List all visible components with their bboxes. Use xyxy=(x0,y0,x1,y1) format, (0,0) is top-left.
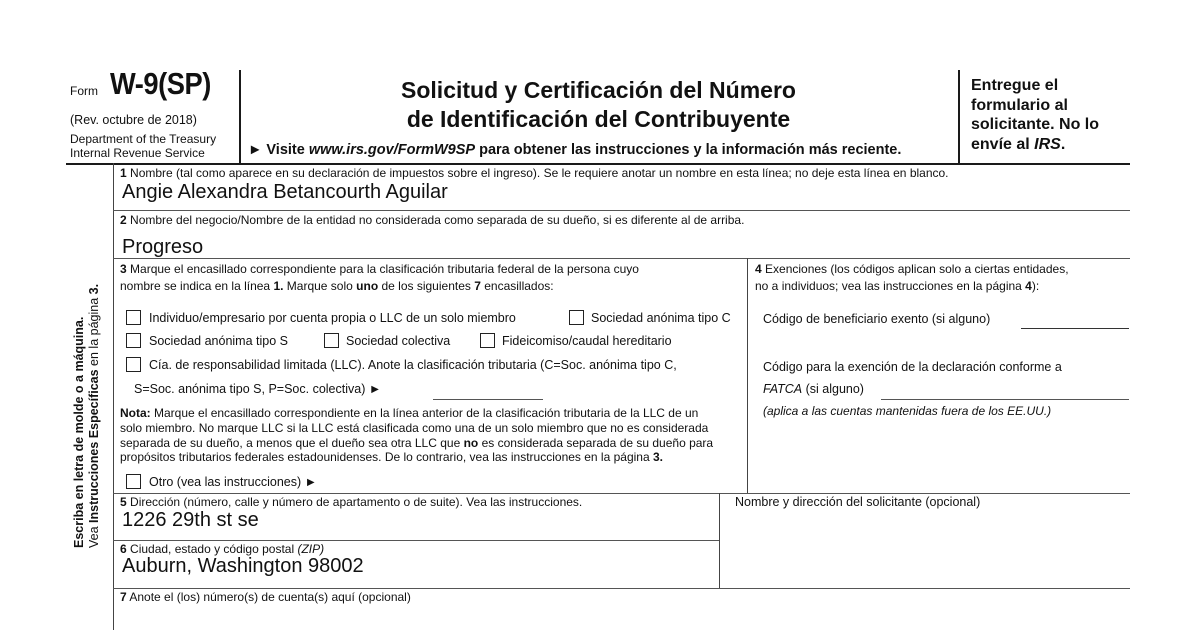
requester-label: Nombre y dirección del solicitante (opcional) xyxy=(735,495,981,509)
note-line-4 xyxy=(120,450,663,464)
t5: de los siguientes xyxy=(378,279,475,293)
line-2-rule xyxy=(113,258,1130,259)
t3: Marque solo xyxy=(283,279,357,293)
deliver-line-3: solicitante. No lo xyxy=(971,116,1100,133)
checkbox-other-label: Otro (vea las instrucciones) ► xyxy=(149,475,317,489)
checkbox-partnership[interactable] xyxy=(324,333,339,348)
deliver-line-1: Entregue el xyxy=(971,77,1059,94)
note-3b: no xyxy=(463,436,479,450)
note-bold: Nota: xyxy=(120,406,151,420)
note-line-2: solo miembro. No marque LLC si la LLC está clasificada como una de un solo miembro que no es considerada xyxy=(120,421,709,435)
checkbox-c-corporation[interactable] xyxy=(569,310,584,325)
department-line-2: Internal Revenue Service xyxy=(70,146,205,160)
l4b2: 4 xyxy=(1025,279,1032,293)
fatca-suffix: (si alguno) xyxy=(802,382,864,396)
t2: 1. xyxy=(273,279,284,293)
line-6-label xyxy=(120,542,324,556)
note-text-1: Marque el encasillado correspondiente en la línea anterior de la clasificación tributaria de la LLC de un xyxy=(150,406,699,420)
side-page: 3. xyxy=(87,283,101,295)
irs-url-link[interactable]: www.irs.gov/FormW9SP xyxy=(308,142,476,158)
line-1-rule xyxy=(113,210,1130,211)
checkbox-trust-estate-label: Fideicomiso/caudal hereditario xyxy=(502,334,672,348)
city-state-zip-field[interactable]: Auburn, Washington 98002 xyxy=(122,555,364,577)
t4: uno xyxy=(356,279,379,293)
t1: nombre se indica en la línea xyxy=(120,279,274,293)
note-4a: propósitos tributarios federales estadounidenses. De lo contrario, vea las instrucciones en la página xyxy=(120,450,653,464)
l4b1: no a individuos; vea las instrucciones en la página xyxy=(755,279,1026,293)
note-4b: 3. xyxy=(652,450,663,464)
checkbox-llc-label: Cía. de responsabilidad limitada (LLC). Anote la clasificación tributaria (C=Soc. anónima tipo C, xyxy=(149,358,677,372)
deliver-suffix: . xyxy=(1060,135,1066,153)
line-1-number: 1 xyxy=(120,166,127,180)
side-bold: Instrucciones Específicas xyxy=(87,369,101,523)
line-5-number: 5 xyxy=(120,495,127,509)
line-4-label-a xyxy=(755,262,1069,276)
exempt-payee-field[interactable] xyxy=(1021,328,1129,329)
address-field[interactable]: 1226 29th st se xyxy=(122,509,259,531)
checkbox-partnership-label: Sociedad colectiva xyxy=(346,334,451,348)
line-1-label xyxy=(120,166,949,180)
line-2-number: 2 xyxy=(120,213,127,227)
line-2-label xyxy=(120,213,744,227)
requester-field[interactable] xyxy=(722,512,1127,586)
form-label: Form xyxy=(70,84,98,98)
address-requester-divider xyxy=(719,493,720,588)
visit-suffix: para obtener las instrucciones y la información más reciente. xyxy=(475,142,902,158)
side-line-1: Escriba en letra de molde o a máquina. xyxy=(72,316,86,548)
line-5-rule xyxy=(113,540,719,541)
line-7-text: Anote el (los) número(s) de cuenta(s) aquí (opcional) xyxy=(126,590,411,604)
line-3-label-a xyxy=(120,262,639,276)
t7: encasillados: xyxy=(480,279,554,293)
line-3-text-a: Marque el encasillado correspondiente para la clasificación tributaria federal de la persona cuyo xyxy=(126,262,639,276)
l4b3: ): xyxy=(1031,279,1040,293)
llc-classification-field[interactable] xyxy=(433,399,543,400)
checkbox-s-corporation[interactable] xyxy=(126,333,141,348)
llc-classification-label: S=Soc. anónima tipo S, P=Soc. colectiva) ► xyxy=(134,382,382,396)
note-line-1 xyxy=(120,406,698,420)
line-2-text: Nombre del negocio/Nombre de la entidad no considerada como separada de su dueño, si es diferente al de arriba. xyxy=(126,213,745,227)
checkbox-individual-label: Individuo/empresario por cuenta propia o LLC de un solo miembro xyxy=(149,311,516,325)
form-number: W-9(SP) xyxy=(110,66,211,101)
fatca-code-field[interactable] xyxy=(881,399,1129,400)
side-line-2 xyxy=(87,284,102,548)
deliver-line-4 xyxy=(971,135,1136,155)
left-margin-rule xyxy=(113,163,114,630)
department-line-1: Department of the Treasury xyxy=(70,132,217,146)
form-revision: (Rev. octubre de 2018) xyxy=(70,113,197,127)
checkbox-llc[interactable] xyxy=(126,357,141,372)
line-5-label xyxy=(120,495,582,509)
fatca-label-a: Código para la exención de la declaración conforme a xyxy=(763,360,1062,374)
t6: 7 xyxy=(474,279,481,293)
line-6-rule xyxy=(113,588,1130,589)
form-title-line-2: de Identificación del Contribuyente xyxy=(406,106,791,132)
fatca-note: (aplica a las cuentas mantenidas fuera de los EE.UU.) xyxy=(763,404,1052,418)
line-3-bottom-rule xyxy=(113,493,1130,494)
exempt-payee-label: Código de beneficiario exento (si alguno) xyxy=(763,312,991,326)
line-3-number: 3 xyxy=(120,262,127,276)
note-3a: separada de su dueño, a menos que el dueño sea otra LLC que xyxy=(120,436,464,450)
line-7-number: 7 xyxy=(120,590,127,604)
deliver-irs: IRS xyxy=(1034,135,1061,153)
checkbox-other[interactable] xyxy=(126,474,141,489)
line-6-text: Ciudad, estado y código postal xyxy=(126,542,298,556)
line-6-zip: (ZIP) xyxy=(297,542,325,556)
side-middle: en la página xyxy=(87,294,101,370)
name-field[interactable]: Angie Alexandra Betancourth Aguilar xyxy=(122,181,448,203)
deliver-line-2: formulario al xyxy=(971,96,1068,114)
line-4-text-a: Exenciones (los códigos aplican solo a ciertas entidades, xyxy=(761,262,1069,276)
line-1-text: Nombre (tal como aparece en su declaración de impuestos sobre el ingreso). Se le requiere anotar un nombre en esta línea; no deje esta línea en blanco. xyxy=(126,166,949,180)
deliver-prefix: envíe al xyxy=(971,135,1035,153)
header-bottom-rule xyxy=(66,163,1130,165)
fatca-label-b xyxy=(763,382,864,396)
line-3-label-b xyxy=(120,279,554,293)
visit-instructions xyxy=(248,142,901,158)
line-4-label-b xyxy=(755,279,1039,293)
checkbox-trust-estate[interactable] xyxy=(480,333,495,348)
checkbox-s-corporation-label: Sociedad anónima tipo S xyxy=(149,334,288,348)
fatca-italic: FATCA xyxy=(763,382,803,396)
note-line-3 xyxy=(120,436,713,450)
business-name-field[interactable]: Progreso xyxy=(122,236,204,258)
side-instructions xyxy=(72,284,102,548)
note-3c: es considerada separada de su dueño para xyxy=(478,436,714,450)
checkbox-individual[interactable] xyxy=(126,310,141,325)
delivery-instructions xyxy=(971,76,1136,154)
checkbox-c-corporation-label: Sociedad anónima tipo C xyxy=(591,311,731,325)
visit-prefix: ► Visite xyxy=(248,142,309,158)
line-5-text: Dirección (número, calle y número de apartamento o de suite). Vea las instrucciones. xyxy=(126,495,583,509)
line-7-label xyxy=(120,590,411,604)
line-6-number: 6 xyxy=(120,542,127,556)
header-divider-right xyxy=(958,70,960,163)
form-title-line-1: Solicitud y Certificación del Número xyxy=(401,77,796,103)
account-numbers-field[interactable] xyxy=(116,606,1126,630)
line-4-number: 4 xyxy=(755,262,762,276)
line-3-4-divider xyxy=(747,258,748,493)
side-prefix: Vea xyxy=(87,522,101,548)
